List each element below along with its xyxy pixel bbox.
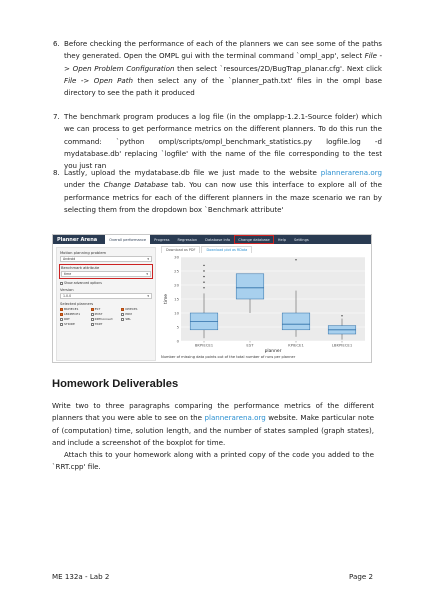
version-value: 1.0.0 bbox=[63, 294, 72, 298]
planner-checkbox bbox=[121, 307, 152, 311]
step-number: 6. bbox=[53, 39, 60, 48]
outlier-point bbox=[203, 282, 204, 283]
tab-change-database: Change database bbox=[234, 235, 274, 244]
tab-download-pdf: Download as PDF bbox=[161, 246, 200, 253]
x-tick-label: KPIECE1 bbox=[288, 342, 304, 348]
planner-name: RRT bbox=[64, 317, 70, 321]
screenshot-navbar bbox=[53, 235, 371, 244]
checked-box-icon bbox=[91, 308, 94, 311]
planner-name: STRIDE bbox=[64, 322, 75, 326]
attribute-select bbox=[61, 271, 151, 277]
checkbox-icon bbox=[91, 323, 94, 326]
screenshot-sidebar bbox=[56, 247, 156, 361]
text-run: then select `resources/2D/BugTrap_planar.cfg'. Next click bbox=[174, 63, 382, 73]
step-text bbox=[64, 167, 382, 216]
chevron-down-icon: ▾ bbox=[147, 257, 149, 261]
website-link[interactable]: plannerarena.org bbox=[204, 413, 266, 423]
planner-name: BKPIECE1 bbox=[64, 307, 79, 311]
checkbox-icon bbox=[121, 313, 124, 316]
website-link[interactable]: plannerarena.org bbox=[320, 168, 382, 177]
planner-name: PDST bbox=[94, 312, 103, 316]
checkbox-icon bbox=[121, 318, 124, 321]
tab-database-info: Database info bbox=[205, 237, 231, 242]
y-axis-label: time bbox=[164, 294, 169, 304]
steps-list bbox=[53, 38, 383, 99]
y-tick-label: 30 bbox=[174, 254, 179, 260]
steps-list-7 bbox=[53, 111, 382, 172]
problem-label: Motion planning problem bbox=[60, 251, 107, 255]
outlier-point bbox=[295, 259, 296, 260]
y-tick-label: 10 bbox=[174, 310, 179, 316]
advanced-options-checkbox bbox=[60, 281, 152, 285]
brand-logo: Planner Arena bbox=[57, 236, 98, 243]
planner-checkbox bbox=[60, 307, 91, 311]
planner-checkbox bbox=[91, 317, 122, 321]
text-run: Attach this to your homework along with a printed copy of the code you added to the `RRT.cpp' file. bbox=[52, 450, 374, 472]
planner-checkbox bbox=[91, 322, 122, 326]
plot-caption: Number of missing data points out of the total number of runs per planner bbox=[161, 355, 296, 359]
checkbox-icon bbox=[91, 313, 94, 316]
outlier-point bbox=[341, 315, 342, 316]
tab-regression: Regression bbox=[177, 237, 198, 242]
x-axis-label: planner bbox=[264, 349, 282, 354]
text-run: then select any of the `planner_path.txt' files in the ompl base directory to see the path it produced bbox=[64, 75, 382, 98]
emphasis-text: File -> Open Path bbox=[64, 75, 134, 85]
section-title: Homework Deliverables bbox=[52, 378, 179, 390]
text-run: The benchmark program produces a log file (in the omplapp-1.2.1-Source folder) which we can process to get performance metrics on the different planners. To do this run the command: `python ompl/scripts/ompl_benchmark_statistics.py logfile.log -d mydatabase.db' replacing `logfile' with the name of the file corresponding to the test you just ran bbox=[64, 112, 382, 171]
planners-label: Selected planners bbox=[60, 302, 94, 306]
tab-settings: Settings bbox=[293, 237, 309, 242]
time-boxplot bbox=[161, 253, 369, 357]
step-text bbox=[64, 111, 382, 172]
checkbox-icon bbox=[60, 323, 63, 326]
tab-help: Help bbox=[277, 237, 286, 242]
planner-checkbox bbox=[121, 317, 152, 321]
footer-course: ME 132a - Lab 2 bbox=[52, 572, 110, 581]
text-run: Before checking the performance of each of the planners we can see some of the paths they generated. Open the OMPL gui with the terminal command `ompl_app', select bbox=[64, 39, 382, 61]
y-tick-label: 15 bbox=[174, 296, 179, 302]
attach-paragraph bbox=[52, 449, 374, 474]
x-tick-label: LBKPIECE1 bbox=[331, 342, 353, 348]
problem-value: Android bbox=[63, 257, 76, 261]
outlier-point bbox=[203, 270, 204, 271]
version-select bbox=[60, 293, 152, 299]
attribute-highlight-box bbox=[59, 264, 153, 279]
y-tick-label: 25 bbox=[174, 268, 179, 274]
attribute-label: Benchmark attribute bbox=[61, 266, 100, 270]
chevron-down-icon: ▾ bbox=[146, 272, 148, 276]
deliverables-paragraph bbox=[52, 400, 374, 449]
planner-checkbox bbox=[121, 312, 152, 316]
planner-checkbox-grid bbox=[60, 307, 152, 326]
checked-box-icon bbox=[121, 308, 124, 311]
planner-checkbox bbox=[91, 307, 122, 311]
planner-checkbox bbox=[60, 322, 91, 326]
outlier-point bbox=[203, 276, 204, 277]
text-run: tab. You can now use this interface to explore all of the performance metrics for each of the different planners in the maze scenario we ran by selecting them from the dropdown box `Benchmark attribute' bbox=[64, 180, 382, 214]
planner-name: EST bbox=[94, 307, 101, 311]
attribute-value: time bbox=[64, 272, 72, 276]
planner-checkbox bbox=[91, 312, 122, 316]
text-run: Lastly, upload the mydatabase.db file we just made to the website bbox=[64, 168, 321, 177]
step-text bbox=[64, 38, 382, 99]
planner-name: KPIECE1 bbox=[125, 307, 138, 311]
text-run: website. Make particular note of (computation) time, solution length, and the number of states sampled (graph states), and include a screenshot of the boxplot for time. bbox=[52, 413, 374, 447]
step-item bbox=[53, 167, 382, 216]
planner-name: PRM bbox=[125, 312, 132, 316]
tab-progress: Progress bbox=[154, 237, 170, 242]
box-kpiece1 bbox=[282, 313, 310, 330]
tab-download-rdata: Download plot as RData bbox=[201, 246, 252, 253]
steps-list-8 bbox=[53, 167, 382, 216]
chevron-down-icon: ▾ bbox=[147, 294, 149, 298]
checkbox-icon bbox=[60, 282, 63, 285]
y-tick-label: 0 bbox=[176, 338, 179, 344]
planner-checkbox bbox=[60, 312, 91, 316]
outlier-point bbox=[203, 287, 204, 288]
plot-tabs bbox=[161, 246, 253, 253]
y-tick-label: 20 bbox=[174, 282, 179, 288]
footer-page-number: Page 2 bbox=[349, 572, 373, 581]
box-est bbox=[236, 274, 264, 299]
outlier-point bbox=[203, 265, 204, 266]
planner-name: TRRT bbox=[94, 322, 103, 326]
tab-overall-performance: Overall performance bbox=[105, 235, 150, 244]
planner-name: RRTConnect bbox=[94, 317, 113, 321]
x-tick-label: EST bbox=[246, 342, 254, 348]
y-tick-label: 5 bbox=[176, 324, 179, 330]
step-item bbox=[53, 111, 382, 172]
planner-checkbox bbox=[60, 317, 91, 321]
checked-box-icon bbox=[60, 308, 63, 311]
planner-name: SBL bbox=[125, 317, 131, 321]
planner-name: LBKPIECE1 bbox=[64, 312, 81, 316]
checked-box-icon bbox=[60, 313, 63, 316]
advanced-options-label: Show advanced options bbox=[64, 281, 102, 285]
version-label: Version bbox=[60, 288, 74, 292]
step-number: 7. bbox=[53, 112, 60, 121]
x-tick-label: BKPIECE1 bbox=[194, 342, 214, 348]
text-run: Write two to three paragraphs comparing the performance metrics of the different planners that you were able to see on the bbox=[52, 401, 374, 423]
checkbox-icon bbox=[60, 318, 63, 321]
emphasis-text: Change Database bbox=[103, 180, 169, 190]
text-run: under the bbox=[64, 180, 104, 190]
checkbox-icon bbox=[91, 318, 94, 321]
problem-select bbox=[60, 256, 152, 262]
step-number: 8. bbox=[53, 168, 60, 177]
emphasis-text: File -> Open Problem Configuration bbox=[64, 51, 383, 73]
planner-arena-screenshot bbox=[52, 234, 372, 363]
step-item bbox=[53, 38, 383, 99]
